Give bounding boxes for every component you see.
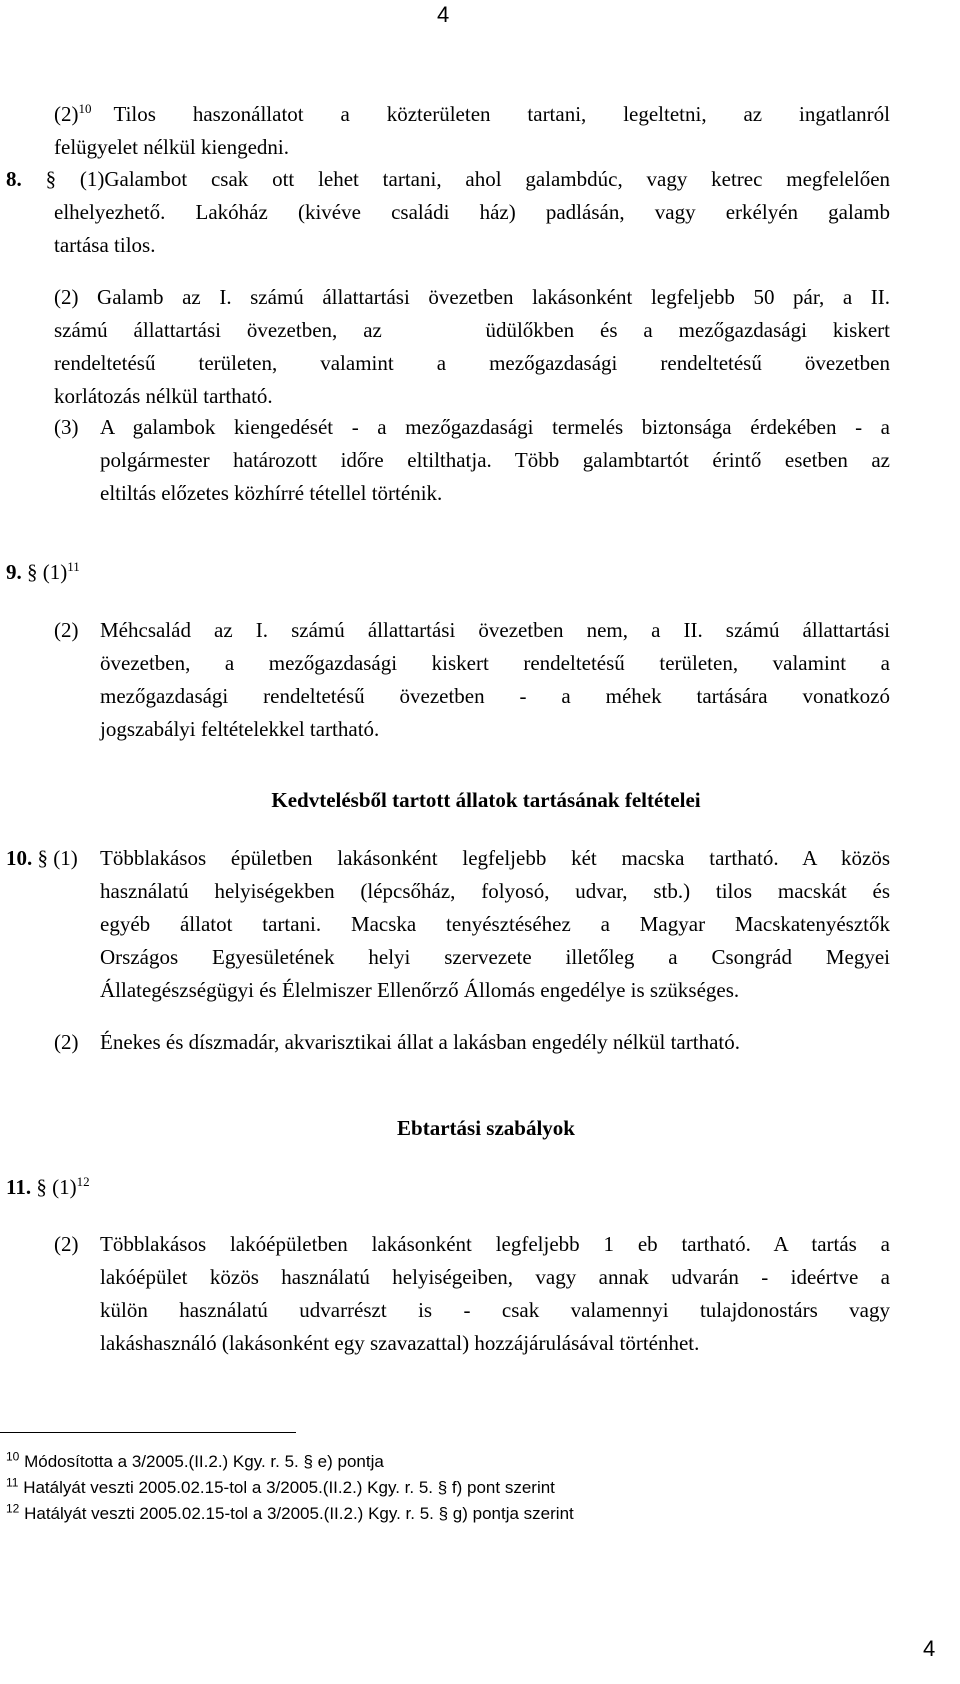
sec11-p2-line4: lakáshasználó (lakásonként egy szavazattal) hozzájárulásával történhet. <box>100 1331 700 1355</box>
section-heading-pets: Kedvtelésből tartott állatok tartásának feltételei <box>271 788 701 812</box>
page-number-bottom: 4 <box>923 1636 936 1661</box>
sec11-paragraph-1: 11. § $(1)^{12}$ <box>6 1174 90 1199</box>
section-number-8: 8. <box>6 167 22 191</box>
sec7-p2-line2: felügyelet nélkül kiengedni. <box>54 135 290 159</box>
sec10-paragraph-1 <box>6 842 890 1007</box>
sec10-p1-line5: Állategészségügyi és Élelmiszer Ellenőrző Állomás engedélye is szükséges. <box>100 978 740 1002</box>
sec8-paragraph-3 <box>54 411 890 510</box>
footnote-10: $^{10}$ Módosította a 3/2005.(II.2.) Kgy. r. 5. § e) pontja <box>6 1449 384 1471</box>
sec8-p2-line4: korlátozás nélkül tartható. <box>54 384 273 408</box>
sec7-p2-line1: $(2)^{10}$ Tilos haszonállatot a közterületen tartani, legeltetni, az ingatlanról <box>54 101 890 126</box>
sec10-lead: 10. § (1) <box>6 846 78 870</box>
sec8-p1-line1: 8. § (1)Galambot csak ott lehet tartani, ahol galambdúc, vagy ketrec megfelelően <box>6 167 891 191</box>
sec10-paragraph-2 <box>54 1026 890 1059</box>
section-sign: § <box>37 846 48 870</box>
sec11-p2-line2: lakóépület közös használatú helyiségeiben, vagy annak udvarán - ideértve a <box>100 1265 890 1289</box>
sec10-p1-line3: egyéb állatot tartani. Macska tenyésztéséhez a Magyar Macskatenyésztők <box>100 912 890 936</box>
sec8-p3-line2: polgármester határozott időre eltilthatja. Több galambtartót érintő esetben az <box>100 448 890 472</box>
footnote-ref-10: 10 <box>78 101 92 116</box>
sec8-paragraph-1-cont <box>54 196 890 262</box>
sec7-paragraph-2 <box>54 98 890 164</box>
section-number-10: 10. <box>6 846 33 870</box>
sec11-p2-line1: Többlakásos lakóépületben lakásonként legfeljebb 1 eb tartható. A tartás a <box>100 1232 890 1256</box>
sec10-p2-marker: (2) <box>54 1030 79 1054</box>
section-sign: § <box>27 560 38 584</box>
sec9-paragraph-2 <box>54 614 890 746</box>
sec8-p2-line3: rendeltetésű területen, valamint a mezőgazdasági rendeltetésű övezetben <box>54 351 890 375</box>
section-sign: § <box>36 1175 47 1199</box>
sec9-p2-line2: övezetben, a mezőgazdasági kiskert rendeltetésű területen, valamint a <box>100 651 890 675</box>
sec9-p2-line4: jogszabályi feltételekkel tartható. <box>100 717 380 741</box>
section-number-9: 9. <box>6 560 22 584</box>
section-heading-dogs: Ebtartási szabályok <box>397 1116 575 1140</box>
section-sign: § <box>45 167 57 191</box>
footnote-11: $^{11}$ Hatályát veszti 2005.02.15-tol a 3/2005.(II.2.) Kgy. r. 5. § f) pont szerint <box>6 1475 555 1497</box>
footnote-ref-12: 12 <box>76 1174 90 1189</box>
sec9-p2-marker: (2) <box>54 618 79 642</box>
sec8-p3-line1: A galambok kiengedését - a mezőgazdasági termelés biztonsága érdekében - a <box>100 415 890 439</box>
section-number-11: 11. <box>6 1175 32 1199</box>
sec11-paragraph-2 <box>54 1228 890 1360</box>
sec9-p2-line3: mezőgazdasági rendeltetésű övezetben - a méhek tartására vonatkozó <box>100 684 890 708</box>
sec8-p2-line1: (2) Galamb az I. számú állattartási övezetben lakásonként legfeljebb 50 pár, a II. <box>54 285 890 309</box>
sec10-p2-line1: Énekes és díszmadár, akvarisztikai állat a lakásban engedély nélkül tartható. <box>100 1030 740 1054</box>
sec8-p1-line3: tartása tilos. <box>54 233 156 257</box>
sec10-p1-line2: használatú helyiségekben (lépcsőház, folyosó, udvar, stb.) tilos macskát és <box>100 879 890 903</box>
footnote-12: $^{12}$ Hatályát veszti 2005.02.15-tol a 3/2005.(II.2.) Kgy. r. 5. § g) pontja szerint <box>6 1501 574 1523</box>
sec8-p3-marker: (3) <box>54 415 79 439</box>
sec8-p3-line3: eltiltás előzetes közhírré tétellel történik. <box>100 481 443 505</box>
sec9-p2-line1: Méhcsalád az I. számú állattartási övezetben nem, a II. számú állattartási <box>100 618 890 642</box>
sec10-p1-line1: Többlakásos épületben lakásonként legfeljebb két macska tartható. A közös <box>100 846 890 870</box>
footnote-divider <box>0 1432 296 1433</box>
sec8-paragraph-2 <box>54 281 890 413</box>
sec11-p2-marker: (2) <box>54 1232 79 1256</box>
sec9-paragraph-1: 9. § $(1)^{11}$ <box>6 559 80 584</box>
sec10-p1-line4: Országos Egyesületének helyi szervezete illetőleg a Csongrád Megyei <box>100 945 890 969</box>
footnote-ref-11: 11 <box>67 559 80 574</box>
sec8-p2-line2: számú állattartási övezetben, az üdülőkben és a mezőgazdasági kiskert <box>54 318 890 342</box>
sec11-p2-line3: külön használatú udvarrészt is - csak valamennyi tulajdonostárs vagy <box>100 1298 890 1322</box>
page-number-top: 4 <box>437 2 450 27</box>
sec8-p1-line2: elhelyezhető. Lakóház (kivéve családi ház) padlásán, vagy erkélyén galamb <box>54 200 890 224</box>
sec8-paragraph-1 <box>6 163 890 196</box>
